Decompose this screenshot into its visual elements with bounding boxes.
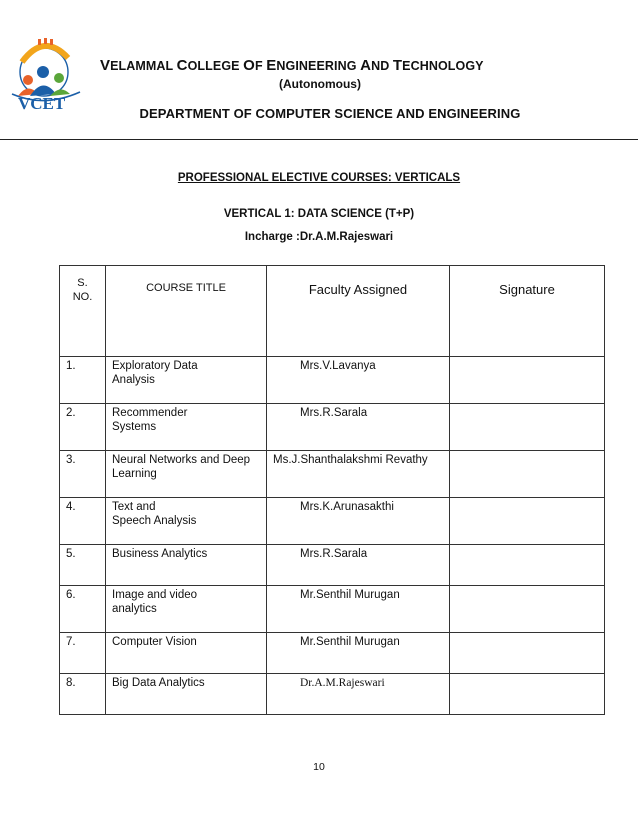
table-row bbox=[60, 674, 605, 715]
college-logo bbox=[8, 36, 86, 112]
header-sno-line1: S. bbox=[77, 277, 88, 289]
cell-signature bbox=[450, 357, 605, 404]
cell-faculty: Mrs.R.Sarala bbox=[267, 545, 450, 586]
cell-signature bbox=[450, 451, 605, 498]
cell-faculty: Dr.A.M.Rajeswari bbox=[267, 674, 450, 715]
course-title-line1: Exploratory Data bbox=[112, 360, 198, 372]
courses-table bbox=[59, 265, 605, 715]
cell-faculty: Mrs.R.Sarala bbox=[267, 404, 450, 451]
table-row bbox=[60, 498, 605, 545]
header-sno bbox=[60, 266, 106, 357]
header-signature: Signature bbox=[450, 266, 605, 357]
cell-sno: 8. bbox=[60, 674, 106, 715]
course-title-line1: Neural Networks and Deep bbox=[112, 454, 251, 466]
cell-faculty: Mr.Senthil Murugan bbox=[267, 586, 450, 633]
table-row bbox=[60, 586, 605, 633]
cell-signature bbox=[450, 674, 605, 715]
cell-sno: 6. bbox=[60, 586, 106, 633]
header-faculty: Faculty Assigned bbox=[267, 266, 450, 357]
cell-course-title bbox=[106, 404, 267, 451]
course-title-line2: Systems bbox=[112, 420, 157, 433]
table-row bbox=[60, 357, 605, 404]
table-row bbox=[60, 633, 605, 674]
cell-sno: 7. bbox=[60, 633, 106, 674]
department-name: DEPARTMENT OF COMPUTER SCIENCE AND ENGINEERING bbox=[139, 106, 521, 121]
cell-course-title bbox=[106, 357, 267, 404]
cell-signature bbox=[450, 498, 605, 545]
section-title: PROFESSIONAL ELECTIVE COURSES: VERTICALS bbox=[177, 172, 461, 184]
course-title-line2: analytics bbox=[112, 602, 157, 615]
page-number: 10 bbox=[313, 761, 325, 773]
cell-signature bbox=[450, 404, 605, 451]
course-title-line2: Speech Analysis bbox=[112, 514, 197, 527]
header-divider bbox=[0, 139, 638, 140]
header-sno-line2: NO. bbox=[72, 291, 93, 303]
cell-faculty: Ms.J.Shanthalakshmi Revathy bbox=[267, 451, 450, 498]
cell-course-title bbox=[106, 674, 267, 715]
college-name bbox=[100, 57, 540, 74]
cell-sno: 2. bbox=[60, 404, 106, 451]
cell-signature bbox=[450, 633, 605, 674]
college-name-text: VELAMMAL COLLEGE OF ENGINEERING AND TECHNOLOGY bbox=[100, 57, 484, 74]
course-title-line1: Business Analytics bbox=[112, 548, 208, 560]
table-row bbox=[60, 451, 605, 498]
course-title-line1: Recommender bbox=[112, 407, 188, 419]
cell-faculty: Mrs.K.Arunasakthi bbox=[267, 498, 450, 545]
cell-course-title bbox=[106, 451, 267, 498]
cell-course-title bbox=[106, 633, 267, 674]
course-title-line1: Image and video bbox=[112, 589, 198, 601]
autonomous-label: (Autonomous) bbox=[279, 77, 361, 91]
course-title-line2: Analysis bbox=[112, 373, 155, 386]
cell-course-title bbox=[106, 545, 267, 586]
cell-faculty: Mr.Senthil Murugan bbox=[267, 633, 450, 674]
cell-sno: 3. bbox=[60, 451, 106, 498]
cell-sno: 4. bbox=[60, 498, 106, 545]
table-header-row bbox=[60, 266, 605, 357]
vertical-title: VERTICAL 1: DATA SCIENCE (T+P) bbox=[223, 208, 415, 220]
course-title-line1: Computer Vision bbox=[112, 636, 197, 648]
cell-sno: 5. bbox=[60, 545, 106, 586]
cell-signature bbox=[450, 586, 605, 633]
cell-course-title bbox=[106, 586, 267, 633]
table-row bbox=[60, 545, 605, 586]
cell-faculty: Mrs.V.Lavanya bbox=[267, 357, 450, 404]
course-title-line2: Learning bbox=[112, 467, 157, 480]
course-title-line1: Text and bbox=[112, 501, 156, 513]
logo-text: VCET bbox=[18, 94, 66, 112]
course-title-line1: Big Data Analytics bbox=[112, 677, 205, 689]
cell-signature bbox=[450, 545, 605, 586]
cell-course-title bbox=[106, 498, 267, 545]
cell-sno: 1. bbox=[60, 357, 106, 404]
header-course-title: COURSE TITLE bbox=[106, 266, 267, 357]
table-row bbox=[60, 404, 605, 451]
incharge-label: Incharge :Dr.A.M.Rajeswari bbox=[244, 231, 394, 243]
